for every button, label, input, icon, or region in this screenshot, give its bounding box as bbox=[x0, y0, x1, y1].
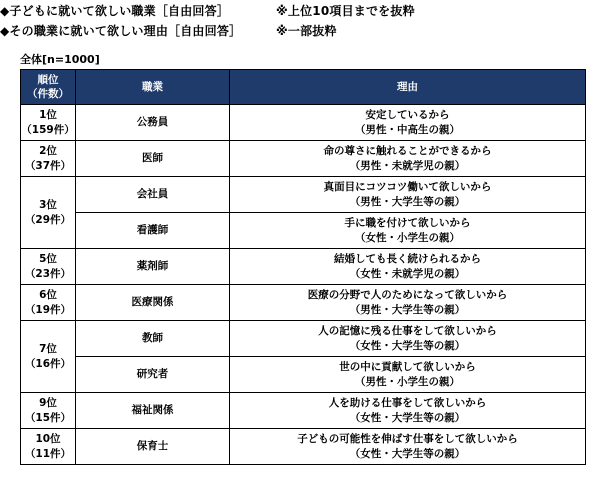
count-text: （15件） bbox=[24, 411, 72, 424]
sample-size-label: 全体[n=1000] bbox=[20, 53, 100, 66]
heading-reasons-note: ※一部抜粋 bbox=[276, 24, 337, 38]
reason-text: 手に職を付けて欲しいから bbox=[344, 216, 471, 229]
heading-reasons-text: ◆その職業に就いて欲しい理由［自由回答］ bbox=[0, 24, 242, 38]
job-cell: 看護師 bbox=[76, 213, 230, 249]
reason-cell bbox=[230, 393, 586, 429]
table-row bbox=[21, 429, 586, 465]
reason-cell bbox=[230, 249, 586, 285]
respondent-text: （女性・大学生等の親） bbox=[349, 411, 466, 424]
job-cell: 医師 bbox=[76, 141, 230, 177]
respondent-text: （男性・中高生の親） bbox=[355, 123, 460, 136]
reason-text: 世の中に貢献して欲しいから bbox=[339, 360, 476, 373]
job-cell: 医療関係 bbox=[76, 285, 230, 321]
count-text: （16件） bbox=[24, 357, 72, 370]
reason-text: 人を助ける仕事をして欲しいから bbox=[328, 396, 487, 409]
heading-jobs-text: ◆子どもに就いて欲しい職業［自由回答］ bbox=[0, 4, 230, 18]
respondent-text: （男性・未就学児の親） bbox=[349, 159, 466, 172]
rank-cell bbox=[21, 429, 76, 465]
reason-text: 結婚しても長く続けられるから bbox=[334, 252, 481, 265]
job-cell: 会社員 bbox=[76, 177, 230, 213]
heading-jobs-note: ※上位10項目までを抜粋 bbox=[276, 4, 415, 18]
job-cell: 公務員 bbox=[76, 105, 230, 141]
table-row bbox=[21, 213, 586, 249]
table-row bbox=[21, 141, 586, 177]
reason-cell bbox=[230, 285, 586, 321]
reason-text: 真面目にコツコツ働いて欲しいから bbox=[323, 180, 492, 193]
heading-jobs bbox=[0, 2, 415, 19]
table-row bbox=[21, 177, 586, 213]
reason-cell bbox=[230, 105, 586, 141]
reason-cell bbox=[230, 429, 586, 465]
job-cell: 研究者 bbox=[76, 357, 230, 393]
reason-cell bbox=[230, 177, 586, 213]
respondent-text: （女性・大学生等の親） bbox=[349, 339, 466, 352]
count-text: （159件） bbox=[21, 123, 75, 136]
reason-cell bbox=[230, 213, 586, 249]
count-text: （23件） bbox=[24, 267, 72, 280]
job-cell: 福祉関係 bbox=[76, 393, 230, 429]
table-row bbox=[21, 321, 586, 357]
reason-text: 命の尊さに触れることができるから bbox=[323, 144, 492, 157]
table-row bbox=[21, 285, 586, 321]
reason-text: 医療の分野で人のためになって欲しいから bbox=[307, 288, 508, 301]
table-row bbox=[21, 393, 586, 429]
rank-cell bbox=[21, 393, 76, 429]
table-header-row bbox=[21, 70, 586, 105]
rank-cell bbox=[21, 141, 76, 177]
rank-header-line2: （件数） bbox=[27, 88, 69, 100]
job-column-header: 職業 bbox=[76, 70, 230, 105]
count-text: （19件） bbox=[24, 303, 72, 316]
rank-text: 7位 bbox=[39, 342, 57, 355]
reason-cell bbox=[230, 357, 586, 393]
respondent-text: （女性・大学生等の親） bbox=[349, 447, 466, 460]
reason-text: 安定しているから bbox=[365, 108, 450, 121]
ranking-table bbox=[20, 69, 586, 465]
reason-text: 人の記憶に残る仕事をして欲しいから bbox=[318, 324, 497, 337]
rank-column-header bbox=[21, 70, 76, 105]
table-row bbox=[21, 105, 586, 141]
rank-header-line1: 順位 bbox=[37, 74, 59, 86]
table-row bbox=[21, 249, 586, 285]
rank-cell bbox=[21, 177, 76, 249]
table-body bbox=[21, 105, 586, 465]
respondent-text: （女性・小学生の親） bbox=[355, 231, 460, 244]
job-cell: 保育士 bbox=[76, 429, 230, 465]
rank-cell bbox=[21, 105, 76, 141]
count-text: （37件） bbox=[24, 159, 72, 172]
rank-text: 9位 bbox=[39, 396, 57, 409]
rank-text: 1位 bbox=[39, 108, 57, 121]
rank-cell bbox=[21, 285, 76, 321]
respondent-text: （男性・小学生の親） bbox=[355, 375, 460, 388]
rank-text: 2位 bbox=[39, 144, 57, 157]
heading-reasons bbox=[0, 22, 337, 39]
respondent-text: （男性・大学生等の親） bbox=[349, 303, 466, 316]
reason-cell bbox=[230, 141, 586, 177]
rank-cell bbox=[21, 321, 76, 393]
rank-text: 6位 bbox=[39, 288, 57, 301]
rank-text: 3位 bbox=[39, 198, 57, 211]
job-cell: 教師 bbox=[76, 321, 230, 357]
job-cell: 薬剤師 bbox=[76, 249, 230, 285]
count-text: （29件） bbox=[24, 213, 72, 226]
rank-cell bbox=[21, 249, 76, 285]
count-text: （11件） bbox=[24, 447, 72, 460]
respondent-text: （男性・大学生等の親） bbox=[349, 195, 466, 208]
reason-cell bbox=[230, 321, 586, 357]
reason-column-header: 理由 bbox=[230, 70, 586, 105]
rank-text: 5位 bbox=[39, 252, 57, 265]
rank-text: 10位 bbox=[35, 432, 61, 445]
reason-text: 子どもの可能性を伸ばす仕事をして欲しいから bbox=[297, 432, 518, 445]
respondent-text: （女性・未就学児の親） bbox=[349, 267, 466, 280]
table-row bbox=[21, 357, 586, 393]
